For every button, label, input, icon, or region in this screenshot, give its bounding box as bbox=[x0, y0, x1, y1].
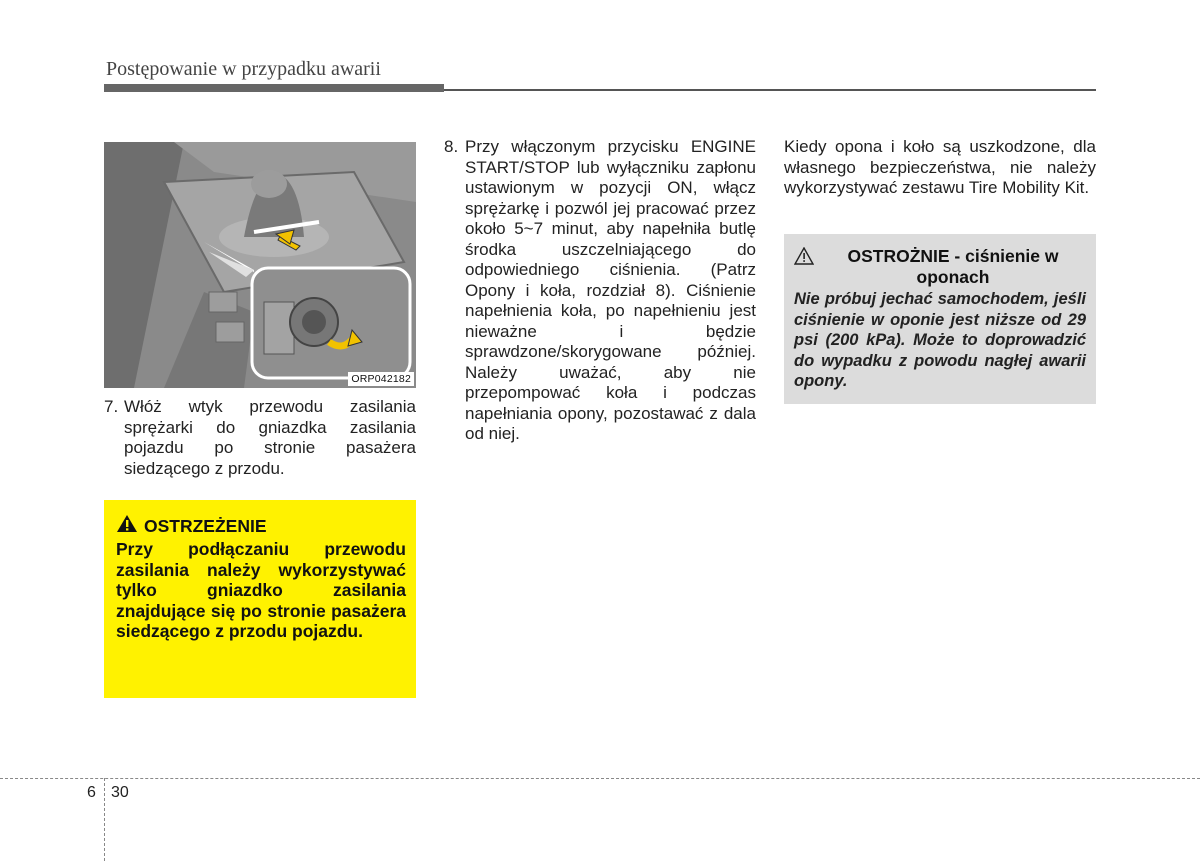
step-8 bbox=[444, 137, 756, 445]
caution-title: OSTROŻNIE - ciśnienie w oponach bbox=[847, 246, 1059, 287]
console-illustration bbox=[104, 142, 416, 388]
caution-triangle-icon bbox=[794, 247, 814, 287]
warning-triangle-icon bbox=[116, 514, 138, 538]
step-7-text: Włóż wtyk przewodu zasilania sprężarki do gniazdka zasilania pojazdu po stronie pasażera siedzącego z przodu. bbox=[124, 397, 416, 478]
figure-code: ORP042182 bbox=[348, 372, 414, 386]
damaged-tire-paragraph: Kiedy opona i koło są uszkodzone, dla własnego bezpieczeństwa, nie należy wykorzystywać zestawu Tire Mobility Kit. bbox=[784, 137, 1096, 197]
warning-text: Przy podłączaniu przewodu zasilania należy wykorzystywać tylko gniazdko zasilania znajdujące się po stronie pasażera siedzącego z przodu pojazdu. bbox=[116, 539, 406, 641]
header-rule bbox=[444, 89, 1096, 91]
caution-box bbox=[784, 234, 1096, 404]
footer-divider bbox=[0, 778, 1200, 779]
warning-box bbox=[104, 500, 416, 698]
page-header-title: Postępowanie w przypadku awarii bbox=[106, 58, 381, 80]
step-7-number: 7. bbox=[104, 397, 119, 416]
section-number: 6 bbox=[87, 784, 96, 801]
warning-title: OSTRZEŻENIE bbox=[144, 515, 267, 536]
footer-vertical-divider bbox=[104, 778, 105, 861]
warning-title-row bbox=[116, 514, 406, 538]
header-bar bbox=[104, 84, 444, 92]
caution-text: Nie próbuj jechać samochodem, jeśli ciśnienie w oponie jest niższe od 29 psi (200 kPa). Może to doprowadzić do wypadku z powodu nagłej awarii opony. bbox=[794, 290, 1086, 390]
page-number: 30 bbox=[111, 784, 129, 801]
step-8-text: Przy włączonym przycisku ENGINE START/STOP lub wyłączniku zapłonu ustawionym w pozycji ON, włącz sprężarkę i pozwól jej pracować przez około 5~7 minut, aby napełniła butlę środka uszczelniającego do odpowiedniego ciśnienia. (Patrz Opony i koła, rozdział 8). Ciśnienie napełnienia koła, po napełnieniu jest nieważne i będzie sprawdzone/skorygowane później. Należy uważać, aby nie przepompować koła i podczas napełniania opony, pozostawać z dala od niej. bbox=[465, 137, 756, 443]
console-image bbox=[104, 142, 416, 388]
step-7 bbox=[104, 397, 416, 479]
step-8-number: 8. bbox=[444, 137, 459, 156]
caution-title-row bbox=[794, 246, 1086, 287]
